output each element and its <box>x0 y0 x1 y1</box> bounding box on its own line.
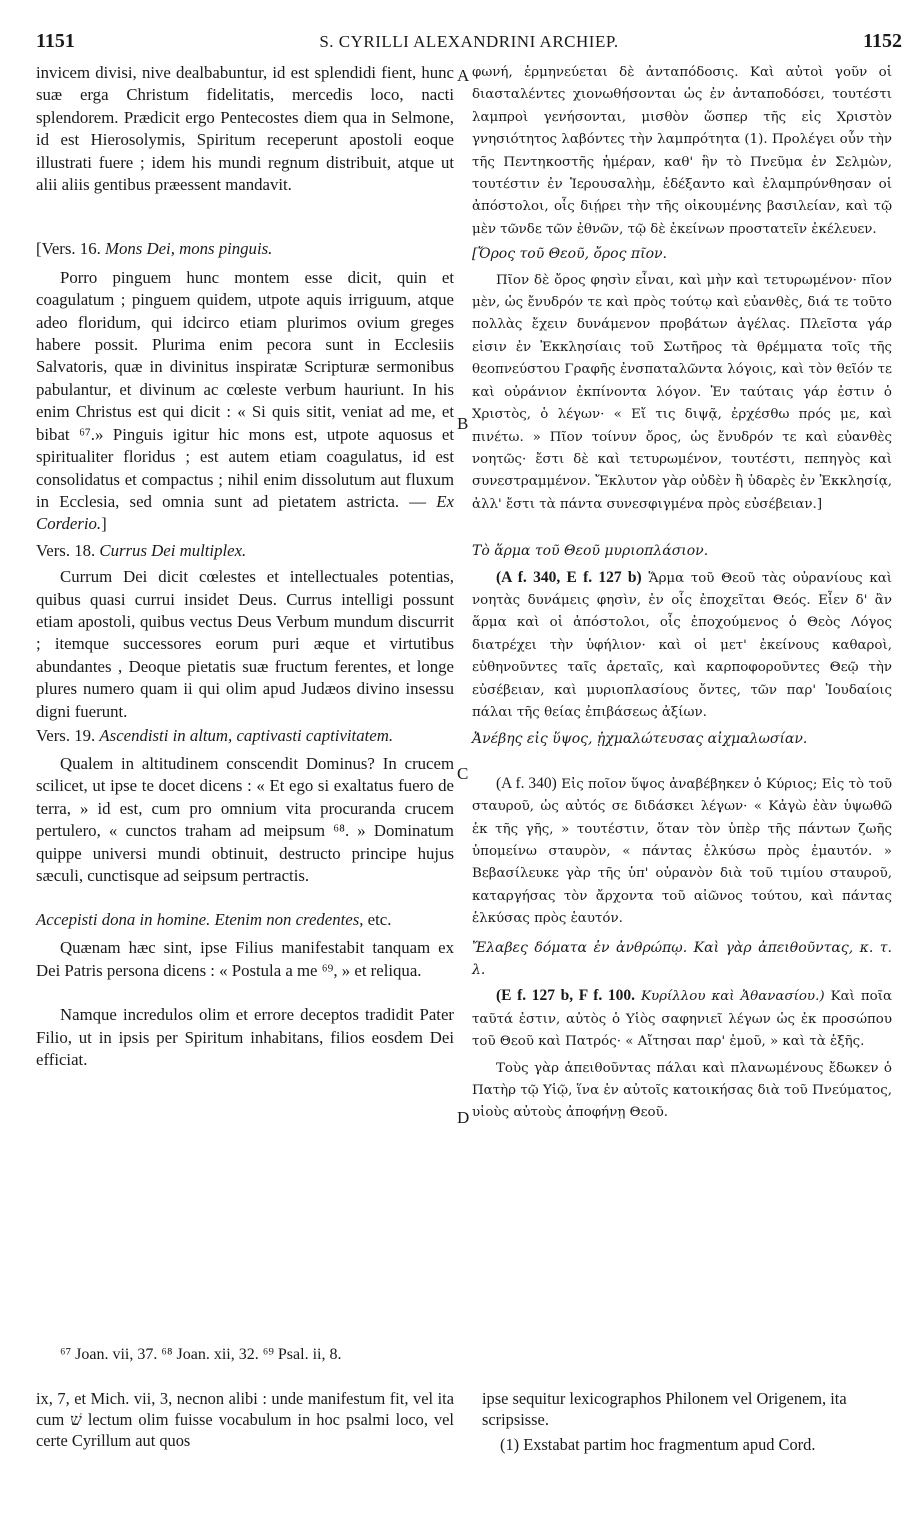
verse-heading <box>36 911 454 929</box>
scripture-footnotes: ⁶⁷ Joan. vii, 37. ⁶⁸ Joan. xii, 32. ⁶⁹ Psal. ii, 8. <box>60 1346 342 1363</box>
verse-heading <box>36 238 454 260</box>
manuscript-reference: (A f. 340, E f. 127 b) <box>496 568 642 586</box>
latin-paragraph: Qualem in altitudinem conscendit Dominus? In crucem scilicet, ut ipse te docet dicens : « Et ego si exaltatus fuero de terra, » id est, cum pro omnium vita procuranda crucem pertulero, « cunctos traham ad meipsum ⁶⁸. » Dominatum quippe universi mundi obtinuit, destructo principe hujus sæculi, cunctisque ad seipsum pertractis. <box>36 753 454 885</box>
verse-heading: [Ὄρος τοῦ Θεοῦ, ὄρος πῖον. <box>472 246 667 263</box>
verse-tail: κ. τ. λ. <box>472 939 893 979</box>
bracket-close: ] <box>101 514 107 534</box>
bottom-note-text: ix, 7, et Mich. vii, 3, necnon alibi : unde manifestum fit, vel ita cum שׁ lectum olim fuisse vocabulum in hoc psalmi loco, vel certe Cyrillum aut quos <box>36 1389 454 1450</box>
verse-title: Mons Dei, mons pinguis. <box>104 239 273 259</box>
bottom-footnote: (1) Exstabat partim hoc fragmentum apud Cord. <box>500 1435 816 1454</box>
verse-title: Ascendisti in altum, captivasti captivitatem. <box>99 725 394 745</box>
latin-paragraph: Namque incredulos olim et errore deceptos tradidit Pater Filio, ut in ipsis per Spiritum inhabitans, filios eosdem Dei efficiat. <box>36 1005 454 1070</box>
verse-tail: etc. <box>367 910 392 930</box>
page-header <box>36 30 902 60</box>
marker-a: A <box>457 66 470 85</box>
greek-paragraph: Τοὺς γὰρ ἀπειθοῦντας πάλαι καὶ πλανωμένους ἔδωκεν ὁ Πατὴρ τῷ Υἱῷ, ἵνα ἐν αὐτοῖς κατοικήσας διὰ τοῦ Πνεύματος, υἱοὺς αὐτοὺς ἀποφήνῃ Θεοῦ. <box>472 1060 892 1121</box>
verse-number: [Vers. 16. <box>36 239 101 259</box>
right-page-number: 1152 <box>863 30 902 52</box>
bottom-note-text: ipse sequitur lexicographos Philonem vel Origenem, ita scripsisse. <box>482 1389 847 1429</box>
attribution: Κυρίλλου καὶ Ἀθανασίου.) <box>641 989 825 1005</box>
latin-column <box>36 62 454 1071</box>
manuscript-reference: (A f. 340) <box>496 774 557 792</box>
greek-text: Εἰς ποῖον ὕψος ἀναβέβηκεν ὁ Κύριος; Εἰς τὸ τοῦ σταυροῦ, ὡς αὐτός σε διδάσκει λέγων· « Κἀγὼ ἐὰν ὑψωθῶ ἐκ τῆς γῆς, » τουτέστιν, ὅταν τὸν ὑπὲρ τῆς πάντων ζωῆς ὑπομείνω σταυρὸν, « πάντας ἑλκύσω πρὸς ἐμαυτόν. » Βεβασίλευκε γὰρ τῆς ὑπ' οὐρανὸν διὰ τοῦ τιμίου σταυροῦ, καταργήσας τὸν ἄρχοντα τοῦ αἰῶνος τούτου, καὶ πάντας ἑλκύσας πρὸς ἑαυτόν. <box>472 776 893 927</box>
greek-paragraph <box>472 985 892 1053</box>
marker-b: B <box>457 414 469 433</box>
greek-paragraph <box>472 773 892 931</box>
greek-column <box>472 62 892 1125</box>
manuscript-reference: (E f. 127 b, F f. 100. <box>496 987 636 1005</box>
left-page-number: 1151 <box>36 30 75 52</box>
verse-heading <box>36 727 454 745</box>
source-note: Ex Corderio. <box>36 491 454 534</box>
verse-title: Currus Dei multiplex. <box>99 540 247 560</box>
verse-heading: Τὸ ἅρμα τοῦ Θεοῦ μυριοπλάσιον. <box>472 543 709 560</box>
running-title: S. CYRILLI ALEXANDRINI ARCHIEP. <box>319 32 619 51</box>
bottom-note-right <box>482 1388 892 1455</box>
verse-heading <box>472 937 892 982</box>
verse-heading <box>36 540 454 562</box>
verse-title: Accepisti dona in homine. Etenim non credentes, <box>36 910 364 930</box>
latin-paragraph: invicem divisi, nive dealbabuntur, id est splendidi fient, hunc suæ erga Christum fidelitatis, mercedis loco, nacti splendorem. Prædicit ergo Pentecostes diem qua in Selmone, id est Hierosolymis, Spiritum receperunt apostoli eoque illustrati fuere ; idem his mundi regnum distribuit, atque ut alii aliis gentibus præessent mandavit. <box>36 63 454 195</box>
greek-text: Καὶ ποῖα ταῦτά ἐστιν, αὐτὸς ὁ Υἱὸς σαφηνιεῖ λέγων ὡς ἐκ προσώπου τοῦ Θεοῦ καὶ Πατρός· « Αἴτησαι παρ' ἐμοῦ, » καὶ τὰ ἑξῆς. <box>472 989 893 1050</box>
greek-paragraph <box>472 567 892 725</box>
latin-text: Porro pinguem hunc montem esse dicit, quin et coagulatum ; pinguem quidem, utpote aquis irriguum, atque adeo floridum, qui idcirco etiam plurimos ovium greges habere possit. Plurima enim pecora sunt in Ecclesiis Salvatoris, quæ in divinitus inspiratæ Scripturæ sermonibus pabulantur, et divinum ac cœleste verbum hauriunt. In his enim Christus est qui dicit : « Si quis sitit, veniat ad me, et bibat ⁶⁷.» Pinguis igitur hic mons est, utpote aquosus et spiritualiter floridus ; est autem etiam coagulatus, id est consolidatus et compactus ; nihil enim dissolutum aut fluxum in Ecclesia, sed omnia sunt ad pietatem astricta. — <box>36 267 454 511</box>
marker-c: C <box>457 764 469 783</box>
marker-d: D <box>457 1108 470 1127</box>
verse-number: Vers. 19. <box>36 725 96 745</box>
greek-paragraph: Πῖον δὲ ὄρος φησὶν εἶναι, καὶ μὴν καὶ τετυρωμένον· πῖον μὲν, ὡς ἔνυδρόν τε καὶ πρὸς τούτῳ καὶ εὐανθὲς, διά τε τοῦτο πολλὰς ἔχειν δυνάμενον προβάτων ἀγέλας. Πλεῖστα γάρ εἰσιν ἐν Ἐκκλησίαις τοῦ Σωτῆρος τὰ θρέμματα τοῖς τῆς θεοπνεύστου Γραφῆς ἐνσπαταλῶντα λόγοις, καὶ τὸν θεῖόν τε καὶ οὐράνιον ἐκπίνοντα λόγον. Ἐν ταύταις γάρ ἐστιν ὁ Χριστὸς, ὁ λέγων· « Εἴ τις διψᾷ, ἐρχέσθω πρός με, καὶ πινέτω. » Πῖον τοίνυν ὄρος, ὡς ἔνυδρόν τε καὶ εὐανθὲς νοητῶς· ἔστι δὲ καὶ τετυρωμένον, τουτέστι, πεπηγὸς καὶ συνεστραμμένον. Ἔκλυτον γὰρ οὐδὲν ἢ ὑδαρὲς ἐν Ἐκκλησίᾳ, ἀλλ' ἔστι τὰ πάντα συνεσφιγμένα πρὸς εὐσέβειαν.] <box>472 272 892 512</box>
verse-number: Vers. 18. <box>36 540 96 560</box>
latin-paragraph: Currum Dei dicit cœlestes et intellectuales potentias, quibus quasi currui insidet Deus. Currus intelligi possunt etiam apostoli, quibus vectus Deus Verbum mundum discurrit ; itemque successores eorum puri æque et virtutibus abundantes , Deoque pietatis suæ fructum ferentes, et longe plures numero quam ii qui olim apud Judæos divino insessu digni fuerunt. <box>36 567 454 721</box>
bottom-note-left <box>36 1388 454 1451</box>
verse-heading: Ἀνέβης εἰς ὕψος, ᾐχμαλώτευσας αἰχμαλωσίαν. <box>472 731 808 748</box>
verse-title: Ἔλαβες δόματα ἐν ἀνθρώπῳ. Καὶ γὰρ ἀπειθοῦντας, <box>472 939 854 956</box>
latin-paragraph <box>36 267 454 536</box>
greek-text: Ἅρμα τοῦ Θεοῦ τὰς οὐρανίους καὶ νοητὰς δυνάμεις φησὶν, ἐν οἷς ἐποχεῖται Θεός. Εἶεν δ' ἂν ἅρμα καὶ οἱ ἀπόστολοι, οἷς ἐποχούμενος ὁ Θεὸς Λόγος διατρέχει τὴν ὑφήλιον· καὶ οἱ μετ' ἐκείνους καθαροὶ, εὐθηνοῦντες ταῖς ἀρεταῖς, καὶ καρποφοροῦντες Θεῷ τὴν εὐσέβειαν, καὶ μυριοπλασίους ὄντες, τῶν παρ' Ἰουδαίοις πάλαι τῆς θείας ἐπιβάσεως ἀξίων. <box>472 570 892 720</box>
latin-paragraph: Quænam hæc sint, ipse Filius manifestabit tanquam ex Dei Patris persona dicens : « Postula a me ⁶⁹, » et reliqua. <box>36 938 454 980</box>
greek-paragraph: φωνή, ἑρμηνεύεται δὲ ἀνταπόδοσις. Καὶ αὐτοὶ γοῦν οἱ διασταλέντες χιονωθήσονται ὡς ἐν ἀνταποδόσει, τουτέστι λαμπροὶ γενήσονται, μισθὸν ὥσπερ τῆς εἰς Χριστὸν γνησιότητος λαβόντες τὴν λαμπρότητα (1). Προλέγει οὖν τὴν τῆς Πεντηκοστῆς ἡμέραν, καθ' ἣν τὸ Πνεῦμα ἐν Σελμὼν, τουτέστιν ἐν Ἱερουσαλὴμ, ἐδέξαντο καὶ ἐλαμπρύνθησαν οἱ ἀπόστολοι, οἷς διῄρει τὴν τῆς οἰκουμένης βασιλείαν, καὶ τῷ μὲν τῶνδε τῶν ἐθνῶν, τῷ δὲ ἐκείνων προστατεῖν ἐκέλευεν. <box>472 65 892 237</box>
